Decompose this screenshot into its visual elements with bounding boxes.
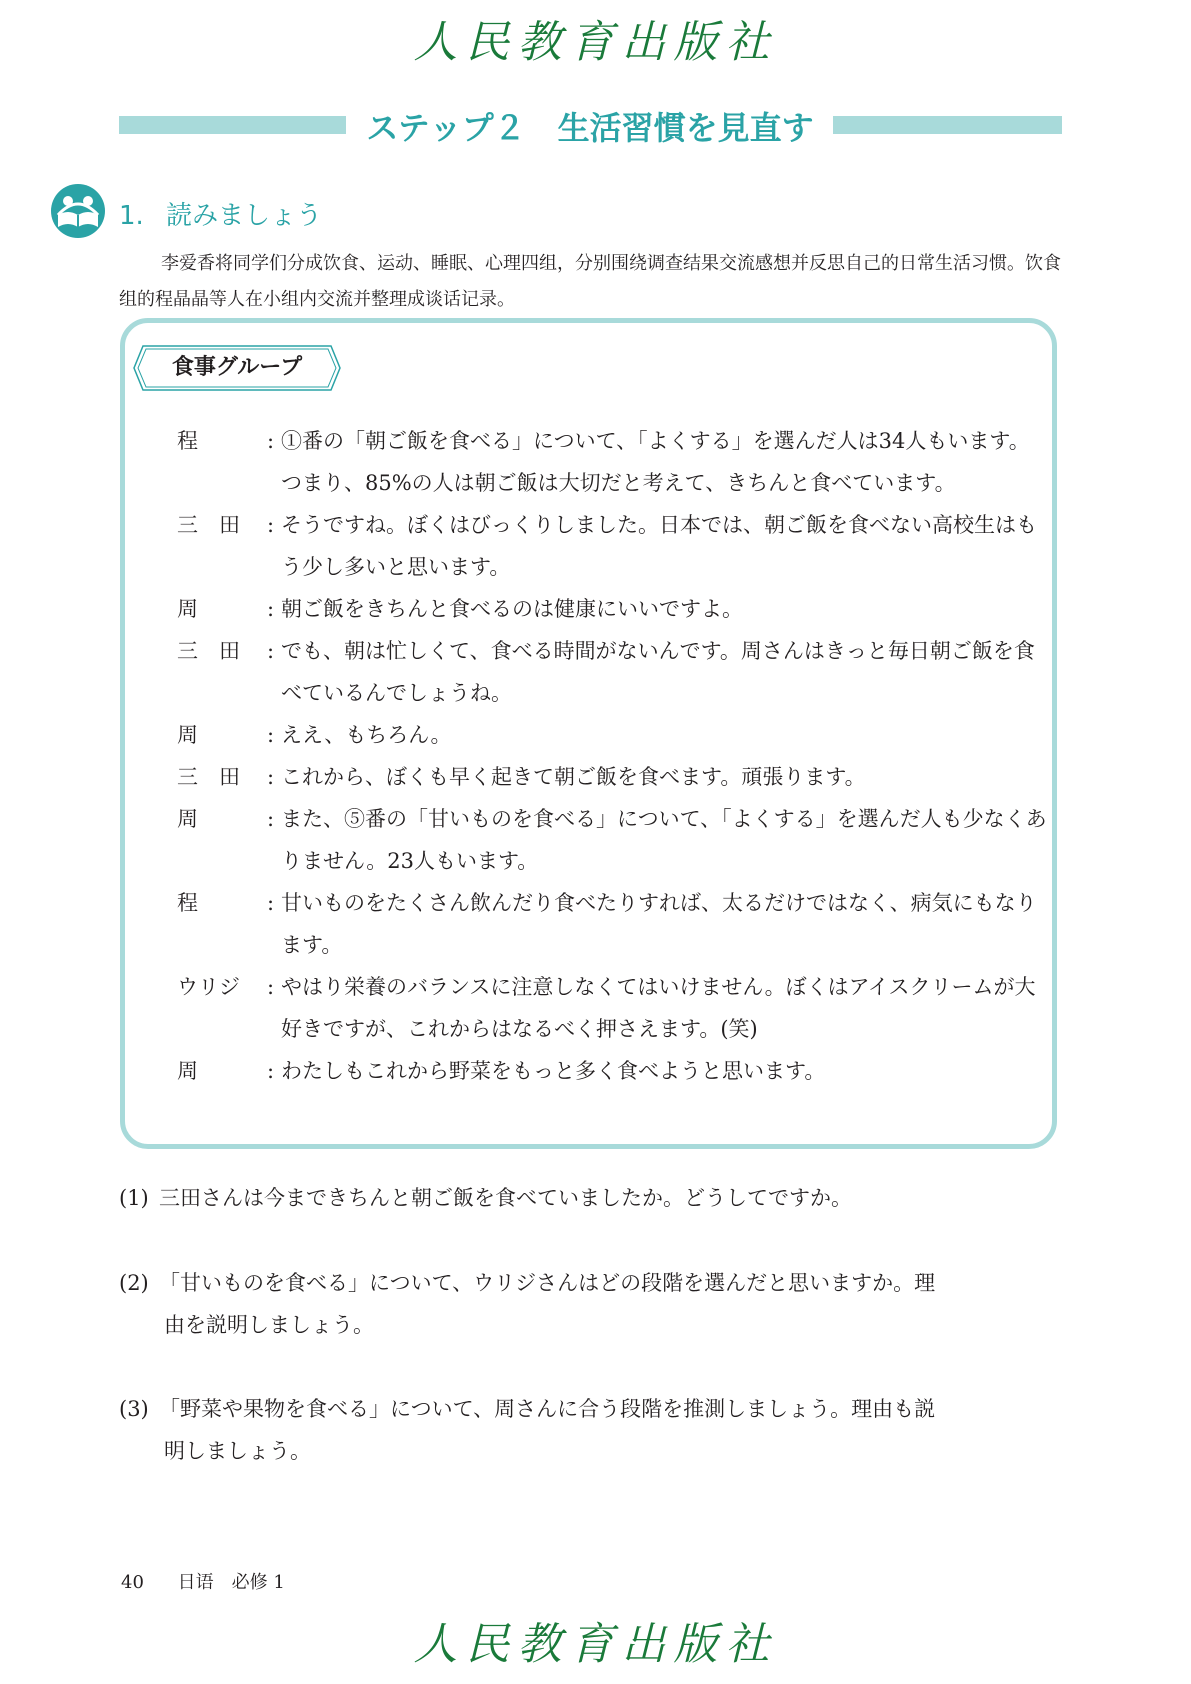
speaker: 周 (177, 723, 198, 747)
separator: : (267, 975, 275, 999)
speaker: 三 田 (177, 513, 240, 537)
speaker: 周 (177, 807, 198, 831)
question-3 (119, 1388, 1064, 1472)
book-title: 日语 必修 1 (177, 1572, 285, 1593)
dialogue-text: でも、朝は忙しくて、食べる時間がないんです。周さんはきっと毎日朝ご飯を食べているんでしょうね。 (281, 639, 1035, 705)
question-1 (119, 1177, 1064, 1219)
publisher-logo-bottom: 人民教育出版社 (413, 1619, 778, 1670)
dialogue-text: ええ、もちろん。 (281, 723, 452, 747)
speaker: ウリジ (177, 975, 240, 999)
dialogue-line (177, 966, 1047, 1050)
separator: : (267, 891, 275, 915)
reading-icon (50, 183, 110, 239)
dialogue-line (177, 756, 1047, 798)
group-label (133, 345, 341, 391)
dialogue-line (177, 798, 1047, 882)
separator: : (267, 765, 275, 789)
question-text-cont: 明しましょう。 (164, 1439, 311, 1463)
separator: : (267, 723, 275, 747)
speaker: 周 (177, 597, 198, 621)
dialogue-text: 甘いものをたくさん飲んだり食べたりすれば、太るだけではなく、病気にもなります。 (281, 891, 1037, 957)
intro-paragraph: 李爱香将同学们分成饮食、运动、睡眠、心理四组，分别围绕调查结果交流感想并反思自己的日常生活习惯。饮食组的程晶晶等人在小组内交流并整理成谈话记录。 (119, 253, 1061, 310)
speaker: 三 田 (177, 639, 240, 663)
question-text: 「野菜や果物を食べる」について、周さんに合う段階を推測しましょう。理由も説 (159, 1397, 936, 1421)
question-2 (119, 1262, 1064, 1346)
speaker: 程 (177, 429, 198, 453)
dialogue-lines (177, 420, 1047, 1092)
dialogue-line (177, 504, 1047, 588)
separator: : (267, 807, 275, 831)
group-label-text: 食事グループ (171, 355, 303, 380)
speaker: 三 田 (177, 765, 240, 789)
dialogue-line (177, 420, 1047, 504)
section-title: 読みましょう (166, 201, 323, 231)
step-bar-left (119, 116, 346, 134)
speaker: 周 (177, 1059, 198, 1083)
page-footer (121, 1568, 285, 1594)
question-text-cont: 由を説明しましょう。 (164, 1313, 374, 1337)
question-number: (2) (119, 1271, 149, 1295)
dialogue-line (177, 588, 1047, 630)
speaker: 程 (177, 891, 198, 915)
dialogue-text: これから、ぼくも早く起きて朝ご飯を食べます。頑張ります。 (281, 765, 866, 789)
section-heading (119, 195, 322, 232)
step-bar-right (833, 116, 1062, 134)
dialogue-line (177, 1050, 1047, 1092)
dialogue-line (177, 714, 1047, 756)
separator: : (267, 1059, 275, 1083)
dialogue-text: 朝ご飯をきちんと食べるのは健康にいいですよ。 (281, 597, 743, 621)
section-number: 1. (119, 201, 144, 231)
separator: : (267, 597, 275, 621)
step-title: ステップ２ 生活習慣を見直す (366, 109, 814, 147)
question-number: (1) (119, 1186, 149, 1210)
separator: : (267, 429, 275, 453)
publisher-logo-top: 人民教育出版社 (413, 17, 778, 68)
page-number: 40 (121, 1572, 144, 1593)
dialogue-text: やはり栄養のバランスに注意しなくてはいけません。ぼくはアイスクリームが大好きですが、これからはなるべく押さえます。(笑) (281, 975, 1036, 1041)
dialogue-text: ①番の「朝ご飯を食べる」について、「よくする」を選んだ人は34人もいます。つまり、85%の人は朝ご飯は大切だと考えて、きちんと食べています。 (281, 429, 1030, 495)
dialogue-text: そうですね。ぼくはびっくりしました。日本では、朝ご飯を食べない高校生はもう少し多いと思います。 (281, 513, 1037, 579)
question-text: 三田さんは今まできちんと朝ご飯を食べていましたか。どうしてですか。 (159, 1186, 852, 1210)
dialogue-text: わたしもこれから野菜をもっと多く食べようと思います。 (281, 1059, 826, 1083)
dialogue-text: また、⑤番の「甘いものを食べる」について、「よくする」を選んだ人も少なくありません。23人もいます。 (281, 807, 1047, 873)
dialogue-line (177, 882, 1047, 966)
question-text: 「甘いものを食べる」について、ウリジさんはどの段階を選んだと思いますか。理 (159, 1271, 936, 1295)
separator: : (267, 639, 275, 663)
dialogue-line (177, 630, 1047, 714)
question-number: (3) (119, 1397, 149, 1421)
separator: : (267, 513, 275, 537)
